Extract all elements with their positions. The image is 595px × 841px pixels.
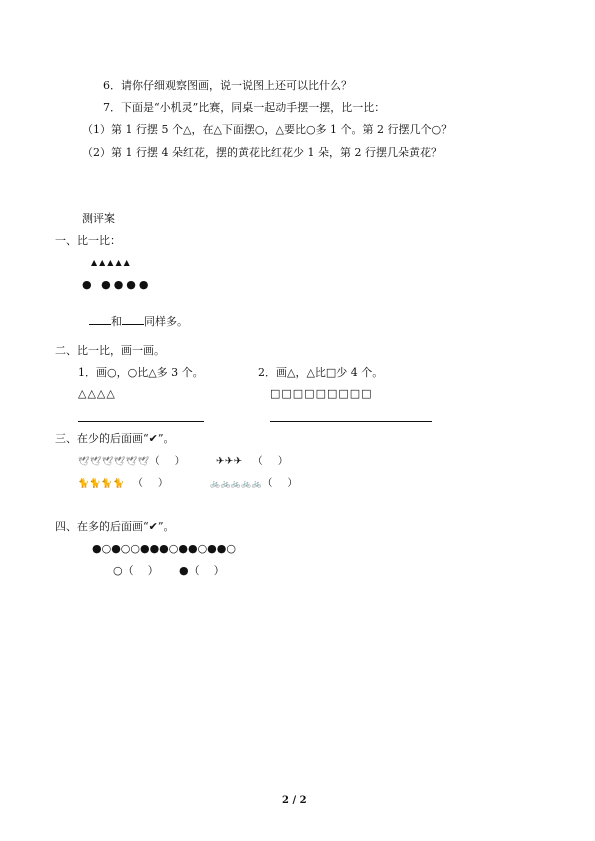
- question-7-part-2: （2）第 1 行摆 4 朵红花，摆的黄花比红花少 1 朵，第 2 行摆几朵黄花？: [82, 146, 442, 159]
- question-7: 7．下面是“小机灵”比赛，同桌一起动手摆一摆，比一比：: [103, 101, 386, 114]
- answer-blank-2[interactable]: [122, 314, 144, 325]
- answer-blank-1[interactable]: [89, 314, 111, 325]
- part3-heading: 三、在少的后面画“✔”。: [55, 432, 175, 445]
- bike-row: [210, 477, 298, 491]
- cat-icons: 🐈🐈🐈🐈: [78, 479, 125, 489]
- part1-heading: 一、比一比：: [55, 234, 121, 247]
- triangle-row-outline: △△△△: [78, 387, 116, 400]
- sentence-end: 同样多。: [144, 315, 188, 328]
- bike-paren[interactable]: （ ）: [262, 478, 299, 489]
- dove-paren[interactable]: （ ）: [149, 456, 186, 467]
- draw-line-1[interactable]: [78, 421, 204, 422]
- part1-sentence: [82, 300, 188, 329]
- sentence-mid: 和: [111, 315, 122, 328]
- quiz-title: 测评案: [82, 212, 115, 225]
- plane-paren[interactable]: （ ）: [252, 456, 289, 467]
- plane-row: [216, 455, 288, 469]
- part2-question-1: 1．画○，○比△多 3 个。: [78, 366, 204, 379]
- question-6: 6．请你仔细观察图画，说一说图上还可以比什么？: [103, 79, 352, 92]
- part2-heading: 二、比一比，画一画。: [55, 344, 165, 357]
- question-7-part-1: （1）第 1 行摆 5 个△，在△下面摆○，△要比○多 1 个。第 2 行摆几个○？: [82, 123, 453, 136]
- part4-heading: 四、在多的后面画“✔”。: [55, 520, 175, 533]
- dove-row: [78, 455, 185, 469]
- plane-icons: ✈✈✈: [216, 456, 243, 467]
- triangle-row: ▲▲▲▲▲: [91, 258, 132, 267]
- part2-question-2: 2．画△，△比□少 4 个。: [258, 366, 384, 379]
- page-number: 2 / 2: [282, 795, 307, 806]
- draw-line-2[interactable]: [270, 421, 432, 422]
- option-white-circle[interactable]: ○（ ）: [113, 564, 159, 577]
- dove-icons: 🕊🕊🕊🕊🕊🕊: [78, 457, 150, 467]
- cat-paren[interactable]: （ ）: [132, 478, 169, 489]
- bike-icons: 🚲🚲🚲🚲🚲: [210, 479, 263, 488]
- cat-row: [78, 477, 169, 491]
- dot-row: ● ●●●●: [82, 278, 152, 291]
- square-row: □□□□□□□□□: [270, 387, 373, 400]
- option-black-circle[interactable]: ●（ ）: [179, 564, 225, 577]
- circle-row: ●○●○○●●●○●●○●●○: [92, 542, 236, 555]
